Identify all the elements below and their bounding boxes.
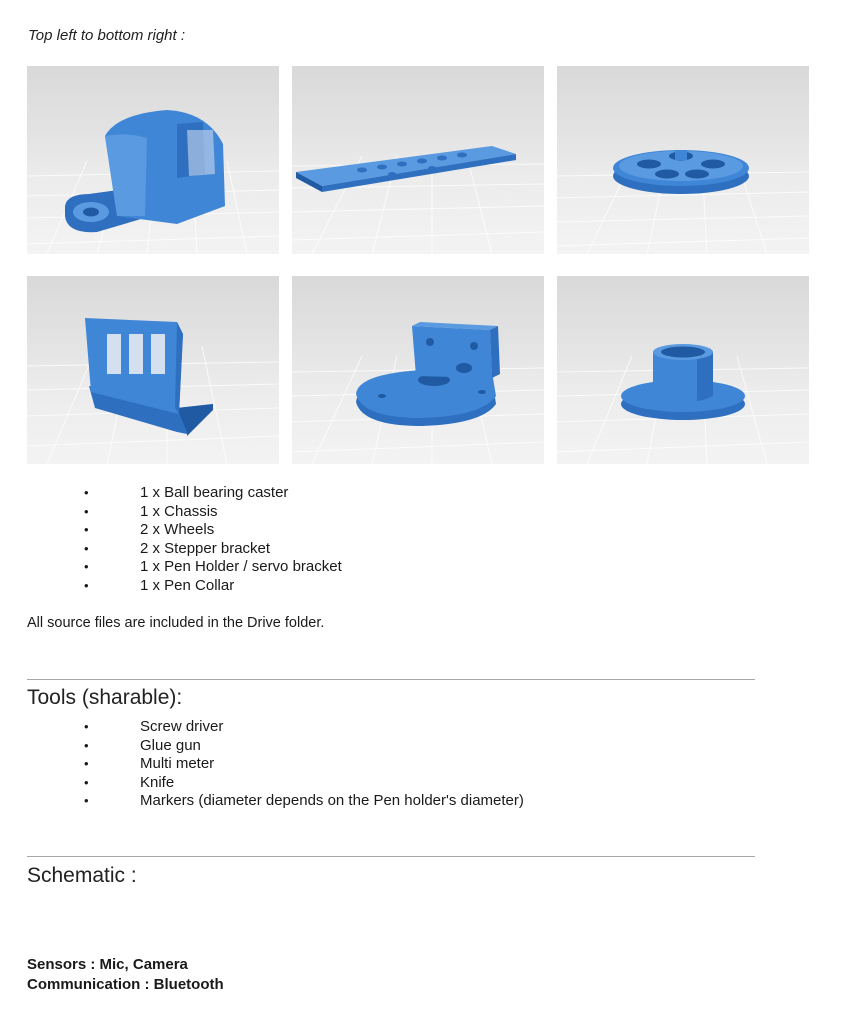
- part-label: 1 x Chassis: [140, 502, 218, 520]
- list-item: [0, 503, 342, 522]
- bullet-icon: •: [84, 522, 89, 537]
- pen-holder-image: [292, 276, 544, 464]
- part-label: 1 x Pen Collar: [140, 576, 235, 594]
- section-divider: [27, 679, 755, 680]
- list-item: [0, 484, 342, 503]
- bullet-icon: •: [84, 577, 89, 593]
- list-item: [0, 558, 342, 577]
- parts-list: [0, 484, 342, 595]
- stepper-bracket-image: [27, 276, 279, 464]
- wheel-image: [557, 66, 809, 254]
- list-item: [0, 774, 524, 793]
- pen-collar-image: [557, 276, 809, 464]
- schematic-heading: Schematic :: [27, 864, 137, 887]
- part-label: 1 x Pen Holder / servo bracket: [140, 558, 342, 575]
- list-item: [0, 521, 342, 540]
- bullet-icon: •: [84, 756, 89, 771]
- bullet-icon: •: [84, 774, 89, 790]
- tool-label: Multi meter: [140, 755, 215, 772]
- source-files-note: All source files are included in the Drive folder.: [27, 615, 325, 631]
- list-item: [0, 540, 342, 559]
- caption: Top left to bottom right :: [28, 27, 186, 44]
- specs-block: [27, 955, 224, 995]
- communication-line: Communication : Bluetooth: [27, 976, 224, 993]
- part-label: 2 x Wheels: [140, 521, 215, 538]
- tool-label: Screw driver: [140, 718, 224, 735]
- bullet-icon: •: [84, 793, 89, 808]
- bullet-icon: •: [84, 737, 89, 753]
- sensors-line: Sensors : Mic, Camera: [27, 956, 188, 973]
- ball-bearing-caster-image: [27, 66, 279, 254]
- bullet-icon: •: [84, 503, 89, 519]
- part-label: 2 x Stepper bracket: [140, 539, 271, 557]
- list-item: [0, 755, 524, 774]
- bullet-icon: •: [84, 485, 89, 500]
- list-item: [0, 718, 524, 737]
- list-item: [0, 792, 524, 811]
- tool-label: Glue gun: [140, 736, 201, 754]
- tool-label: Markers (diameter depends on the Pen holder's diameter): [140, 792, 524, 809]
- chassis-image: [292, 66, 544, 254]
- part-label: 1 x Ball bearing caster: [140, 484, 289, 501]
- section-divider: [27, 856, 755, 857]
- list-item: [0, 737, 524, 756]
- tools-heading: Tools (sharable):: [27, 686, 183, 709]
- bullet-icon: •: [84, 719, 89, 734]
- tools-list: [0, 718, 524, 811]
- bullet-icon: •: [84, 540, 89, 556]
- part-render-grid: [27, 66, 809, 464]
- bullet-icon: •: [84, 559, 89, 574]
- tool-label: Knife: [140, 773, 175, 791]
- list-item: [0, 577, 342, 596]
